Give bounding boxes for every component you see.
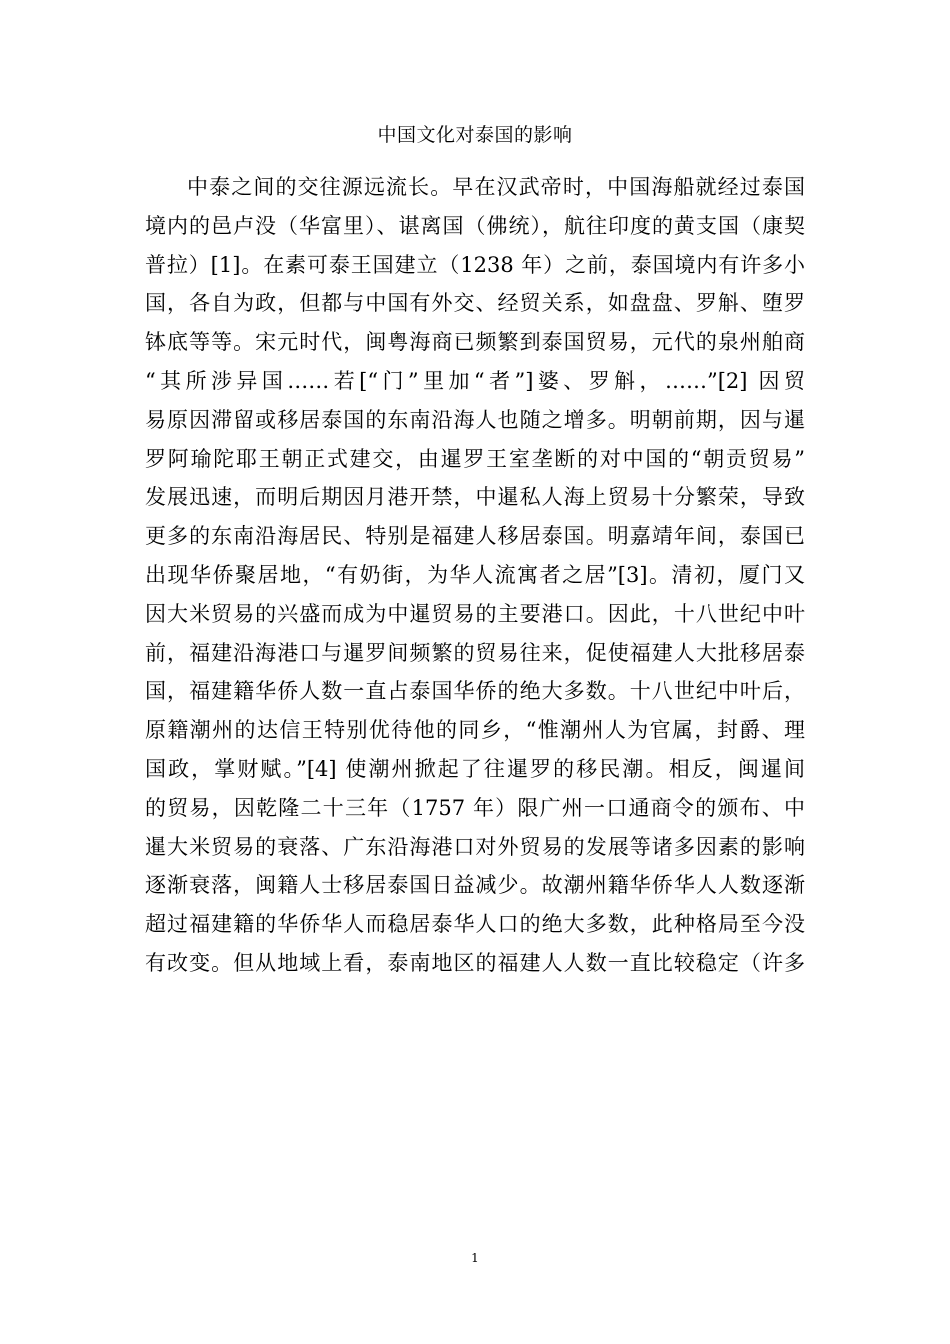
text-line: 超过福建籍的华侨华人而稳居泰华人口的绝大多数，此种格局至今没 bbox=[145, 912, 805, 937]
page-number: 1 bbox=[471, 1251, 479, 1265]
text-line: 前，福建沿海港口与暹罗间频繁的贸易往来，促使福建人大批移居泰 bbox=[145, 640, 805, 665]
body-paragraph bbox=[145, 168, 805, 983]
text-line: 中泰之间的交往源远流长。早在汉武帝时，中国海船就经过泰国 bbox=[187, 175, 805, 199]
text-line: 因大米贸易的兴盛而成为中暹贸易的主要港口。因此，十八世纪中叶 bbox=[145, 601, 805, 626]
text-line: 国政，掌财赋。”[4] 使潮州掀起了往暹罗的移民潮。相反，闽暹间 bbox=[145, 756, 805, 781]
text-line: 的贸易，因乾隆二十三年（1757 年）限广州一口通商令的颁布、中 bbox=[145, 795, 805, 820]
text-line: 国，福建籍华侨人数一直占泰国华侨的绝大多数。十八世纪中叶后， bbox=[145, 679, 805, 704]
text-line: 暹大米贸易的衰落、广东沿海港口对外贸易的发展等诸多因素的影响 bbox=[145, 834, 805, 859]
text-line: 普拉）[1]。在素可泰王国建立（1238 年）之前，泰国境内有许多小 bbox=[145, 252, 805, 277]
text-line: 出现华侨聚居地，“有奶街，为华人流寓者之居”[3]。清初，厦门又 bbox=[145, 562, 805, 587]
text-line: 原籍潮州的达信王特别优待他的同乡，“惟潮州人为官属，封爵、理 bbox=[145, 718, 805, 743]
text-line: 有改变。但从地域上看，泰南地区的福建人人数一直比较稳定（许多 bbox=[145, 950, 805, 975]
text-line: 逐渐衰落，闽籍人士移居泰国日益减少。故潮州籍华侨华人人数逐渐 bbox=[145, 873, 805, 898]
text-line: 更多的东南沿海居民、特别是福建人移居泰国。明嘉靖年间，泰国已 bbox=[145, 524, 805, 549]
text-line: 境内的邑卢没（华富里）、谌离国（佛统），航往印度的黄支国（康契 bbox=[145, 213, 805, 238]
text-line: 国，各自为政，但都与中国有外交、经贸关系，如盘盘、罗斛、堕罗 bbox=[145, 291, 805, 316]
text-line: 易原因滞留或移居泰国的东南沿海人也随之增多。明朝前期，因与暹 bbox=[145, 407, 805, 432]
document-title: 中国文化对泰国的影响 bbox=[377, 124, 573, 146]
text-line: 发展迅速，而明后期因月港开禁，中暹私人海上贸易十分繁荣，导致 bbox=[145, 485, 805, 510]
text-line: “其所涉异国……若[“门”里加“者”]婆、罗斛，……”[2] 因贸 bbox=[145, 368, 805, 393]
text-line: 罗阿瑜陀耶王朝正式建交，由暹罗王室垄断的对中国的“朝贡贸易” bbox=[145, 446, 805, 471]
text-line: 钵底等等。宋元时代，闽粤海商已频繁到泰国贸易，元代的泉州舶商 bbox=[145, 330, 805, 355]
